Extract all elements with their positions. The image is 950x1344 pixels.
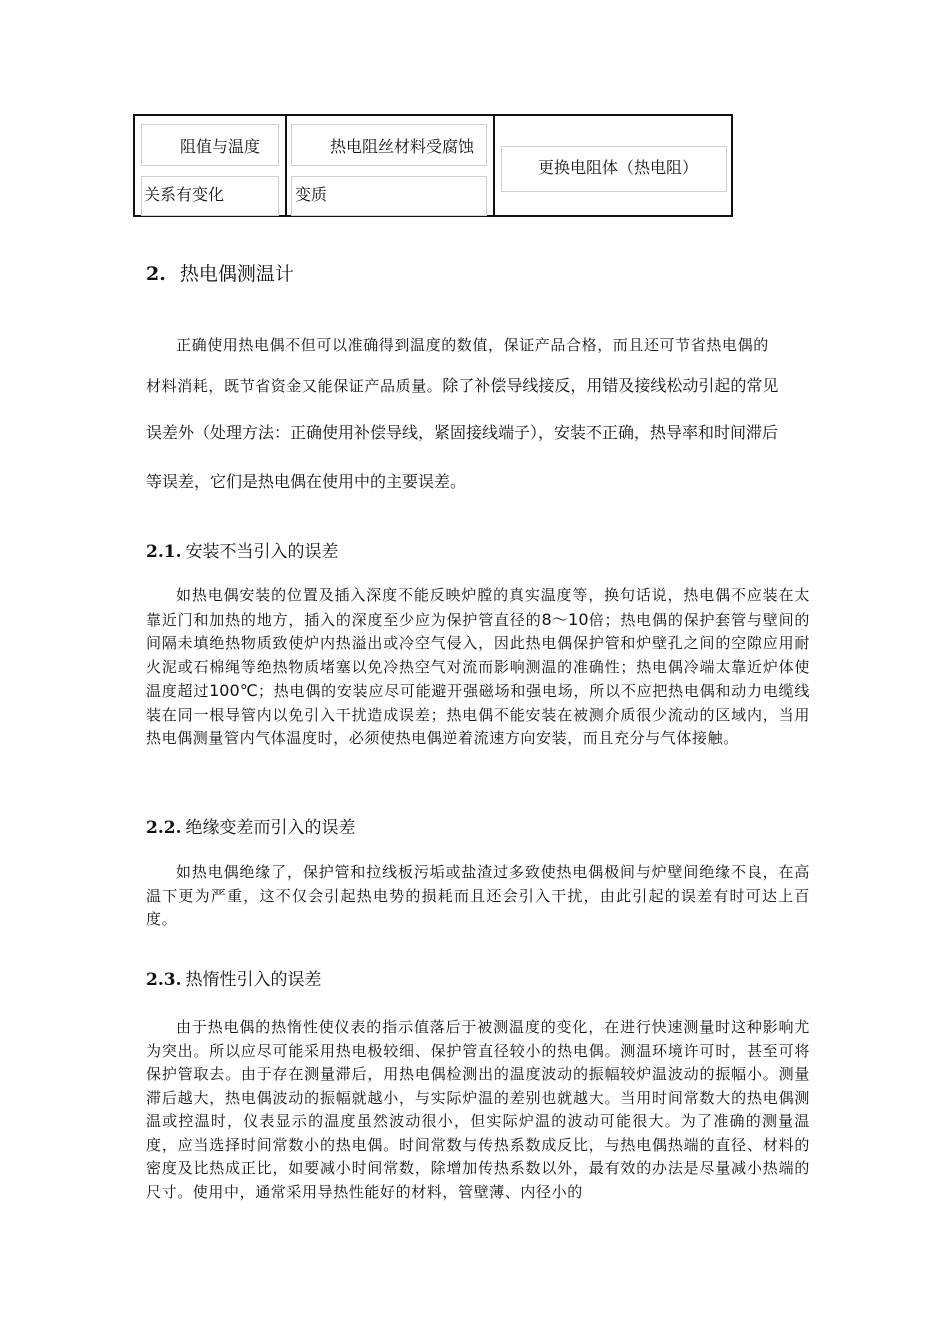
section-2-1-heading [146,537,339,562]
section-title: 绝缘变差而引入的误差 [185,818,356,838]
body-text: 如热电偶安装的位置及插入深度不能反映炉膛的真实温度等，换句话说，热电偶不应装在太靠近门和加热的地方，插入的深度至少应为保护管直径的 [146,586,810,629]
body-temperature: 100℃ [209,681,258,700]
fault-table [133,114,733,217]
section-title: 热电偶测温计 [179,263,294,285]
table-cell-col2-bottom: 变质 [291,176,487,216]
body-text: ；热电偶的安装应尽可能避开强磁场和强电场，所以不应把热电偶和动力电缆线装在同一根导管内以免引入干扰造成误差；热电偶不能安装在被测介质很少流动的区域内，当用热电偶测量管内气体温度时，必须使热电偶逆着流速方向安装，而且充分与气体接触。 [146,682,810,747]
section-2-heading [146,259,294,286]
section-number: 2.1. [146,542,182,562]
section-2-3-body: 由于热电偶的热惰性使仪表的指示值落后于被测温度的变化，在进行快速测量时这种影响尤为突出。所以应尽可能采用热电极较细、保护管直径较小的热电偶。测温环境许可时，甚至可将保护管取去。由于存在测量滞后，用热电偶检测出的温度波动的振幅较炉温波动的振幅小。测量滞后越大，热电偶波动的振幅就越小，与实际炉温的差别也就越大。当用时间常数大的热电偶测温或控温时，仪表显示的温度虽然波动很小，但实际炉温的波动可能很大。为了准确的测量温度，应当选择时间常数小的热电偶。时间常数与传热系数成反比，与热电偶热端的直径、材料的密度及比热成正比，如要减小时间常数，除增加传热系数以外，最有效的办法是尽量减小热端的尺寸。使用中，通常采用导热性能好的材料，管壁薄、内径小的 [146,1018,810,1201]
section-number: 2. [146,263,166,285]
section-2-2-heading [146,813,356,838]
section-number: 2.3. [146,970,182,990]
section-title: 热惰性引入的误差 [185,970,322,990]
table-cell-col1-top: 阻值与温度 [141,124,279,166]
table-divider [285,116,287,215]
intro-line-4: 等误差，它们是热电偶在使用中的主要误差。 [146,472,467,491]
table-cell-col3: 更换电阻体（热电阻） [501,146,727,192]
body-range: 8～10 [541,609,589,629]
intro-line-3: 误差外（处理方法：正确使用补偿导线，紧固接线端子），安装不正确，热导率和时间滞后 [146,423,779,442]
section-number: 2.2. [146,818,182,838]
intro-line-2-sans: 除了补偿导线接反，用错及接线松动引起的常见 [442,376,779,395]
intro-line-2 [146,373,810,396]
section-title: 安装不当引入的误差 [185,542,339,562]
table-cell-col2-top: 热电阻丝材料受腐蚀 [291,124,487,166]
section-2-1-body [146,584,810,751]
table-divider [493,116,495,215]
intro-line-1: 正确使用热电偶不但可以准确得到温度的数值，保证产品合格，而且还可节省热电偶的 [176,336,769,354]
table-cell-col1-bottom: 关系有变化 [141,176,279,216]
intro-line-2-serif: 材料消耗，既节省资金又能保证产品质量。 [146,377,443,395]
section-2-2-body: 如热电偶绝缘了，保护管和拉线板污垢或盐渣过多致使热电偶极间与炉壁间绝缘不良，在高温下更为严重，这不仅会引起热电势的损耗而且还会引入干扰，由此引起的误差有时可达上百度。 [146,863,810,928]
body-text: 倍；热电偶的保护套管与壁间的间隔未填绝热物质致使炉内热溢出或冷空气侵入，因此热电偶保护管和炉壁孔之间的空隙应用耐火泥或石棉绳等绝热物质堵塞以免冷热空气对流而影响测温的准确性；热电偶冷端太靠近炉体使温度超过 [146,610,810,700]
section-2-3-heading [146,965,322,990]
